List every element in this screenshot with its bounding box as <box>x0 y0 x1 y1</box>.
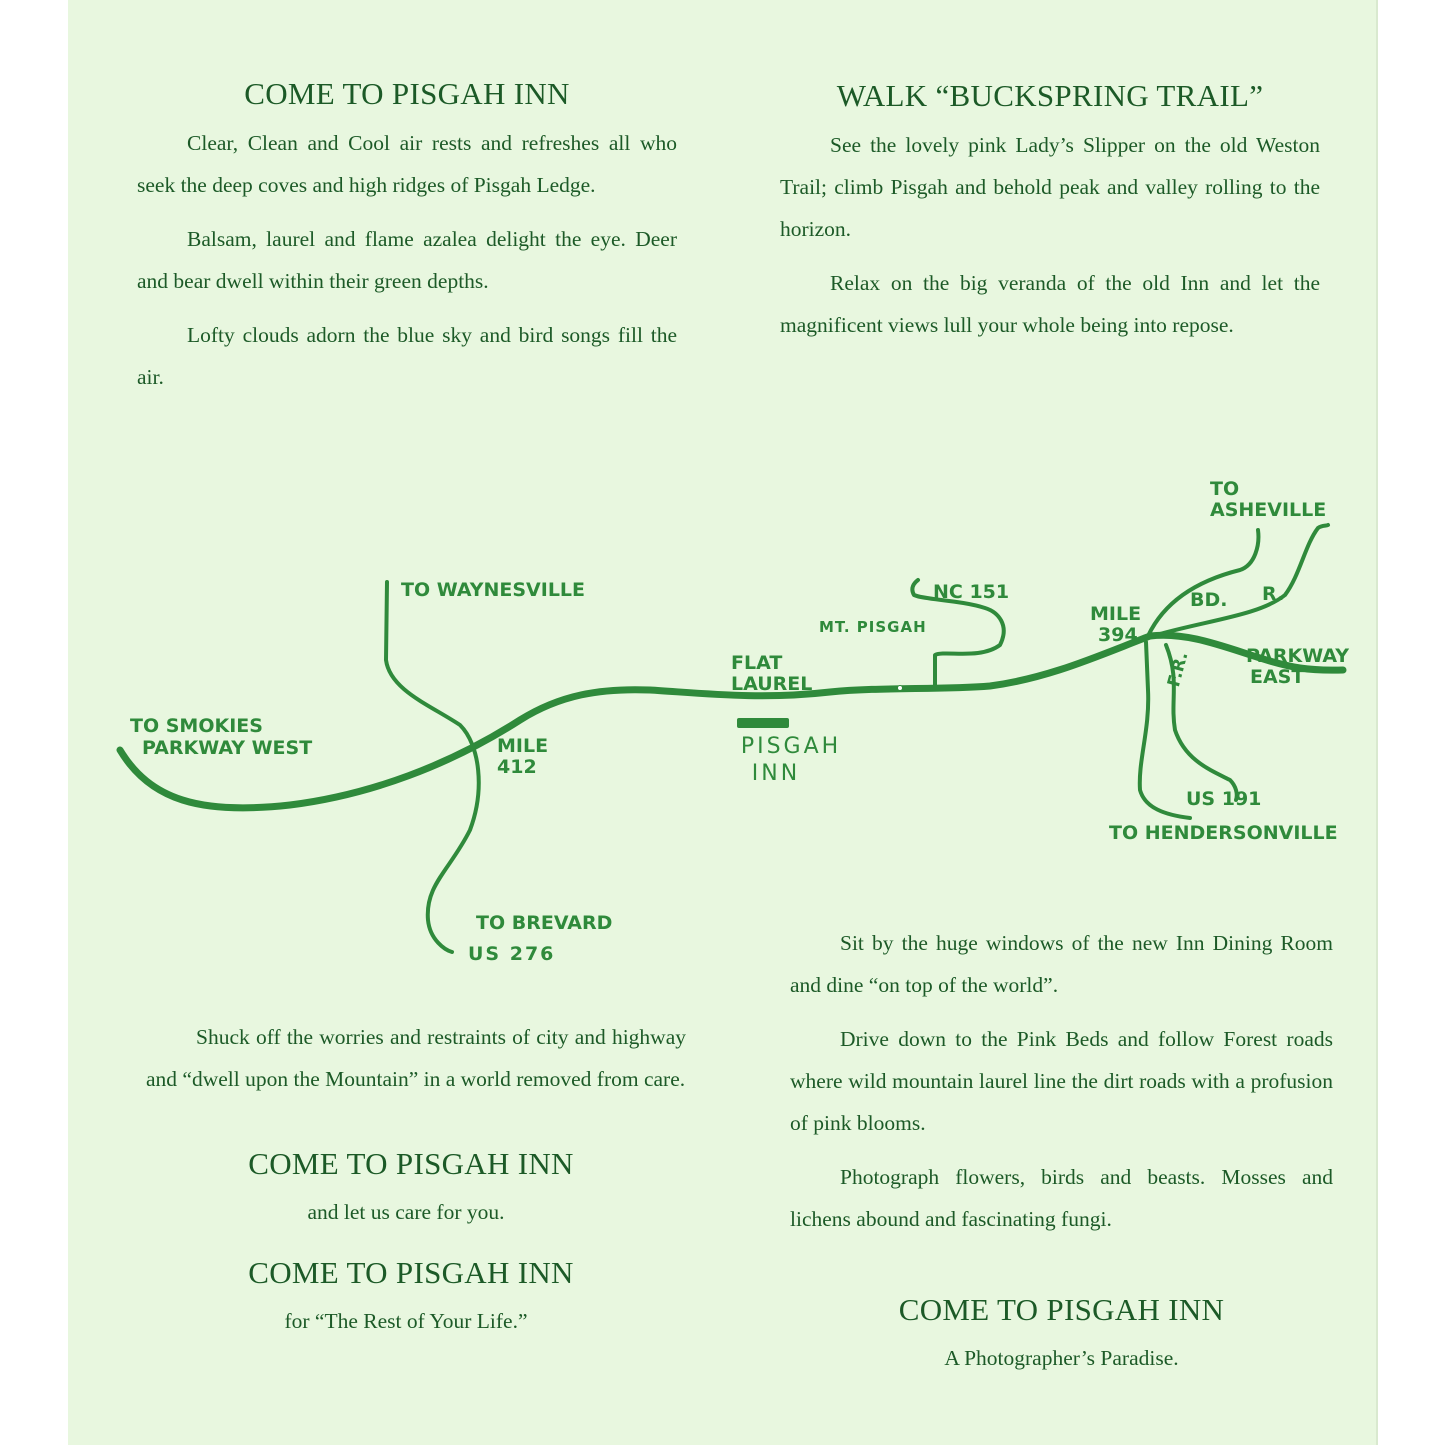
label-to-brevard: TO BREVARD <box>476 912 613 934</box>
label-mile-394-line2: 394 <box>1098 624 1138 646</box>
label-parkway-west: PARKWAY WEST <box>142 737 313 759</box>
label-forest-road: F.R. <box>1164 649 1193 690</box>
label-parkway: PARKWAY <box>1246 645 1349 667</box>
right-bottom-paragraph-1: Sit by the huge windows of the new Inn Dining Room and dine “on top of the world”. <box>790 931 1333 997</box>
label-to-hendersonville: TO HENDERSONVILLE <box>1109 822 1338 844</box>
left-top-paragraph-2: Balsam, laurel and flame azalea delight the eye. Deer and bear dwell within their green depths. <box>137 227 677 293</box>
left-bottom-line-1: and let us care for you. <box>307 1200 505 1224</box>
label-laurel: LAUREL <box>731 673 813 695</box>
label-east: EAST <box>1250 666 1305 688</box>
label-bd: BD. <box>1190 589 1228 611</box>
left-bottom-column <box>146 1016 686 1334</box>
label-to-asheville <box>1210 479 1326 521</box>
left-bottom-paragraph: Shuck off the worries and restraints of city and highway and “dwell upon the Mountain” in a world removed from care. <box>146 1025 686 1091</box>
left-top-paragraph-1: Clear, Clean and Cool air rests and refreshes all who seek the deep coves and high ridges of Pisgah Ledge. <box>137 131 677 197</box>
road-to-asheville-1 <box>1148 530 1258 636</box>
right-bottom-paragraph-3: Photograph flowers, birds and beasts. Mosses and lichens abound and fascinating fungi. <box>790 1165 1333 1231</box>
right-top-heading: WALK “BUCKSPRING TRAIL” <box>836 78 1264 113</box>
left-bottom-heading-2: COME TO PISGAH INN <box>248 1255 574 1290</box>
label-asheville: ASHEVILLE <box>1210 499 1327 521</box>
right-top-paragraph-2: Relax on the big veranda of the old Inn and let the magnificent views lull your whole being into repose. <box>780 271 1320 337</box>
right-bottom-line: A Photographer’s Paradise. <box>944 1346 1179 1370</box>
road-to-asheville-2 <box>1160 525 1328 634</box>
left-top-paragraph-3: Lofty clouds adorn the blue sky and bird songs fill the air. <box>137 323 677 389</box>
right-bottom-column <box>790 922 1333 1371</box>
label-mt-pisgah: MT. PISGAH <box>819 618 927 636</box>
label-us-191: US 191 <box>1186 788 1262 810</box>
label-mile-394-line1: MILE <box>1090 603 1142 625</box>
label-inn: INN <box>751 761 801 786</box>
left-bottom-heading-1: COME TO PISGAH INN <box>248 1146 574 1181</box>
label-mile-394 <box>1090 604 1141 646</box>
label-parkway-east <box>1246 646 1349 688</box>
label-pisgah-inn <box>731 733 851 787</box>
label-to-waynesville: TO WAYNESVILLE <box>401 579 586 601</box>
right-top-paragraph-1: See the lovely pink Lady’s Slipper on the old Weston Trail; climb Pisgah and behold peak and valley rolling to the horizon. <box>780 133 1320 241</box>
label-flat-laurel <box>731 653 812 695</box>
right-bottom-paragraph-2: Drive down to the Pink Beds and follow Forest roads where wild mountain laurel line the dirt roads with a profusion of pink blooms. <box>790 1027 1333 1135</box>
label-mile-412-line2: 412 <box>497 756 537 778</box>
label-flat: FLAT <box>731 652 783 674</box>
label-to-smokies: TO SMOKIES <box>130 715 263 737</box>
label-pisgah: PISGAH <box>740 734 842 759</box>
label-mile-412 <box>497 736 548 778</box>
left-top-heading: COME TO PISGAH INN <box>244 76 570 111</box>
label-to: TO <box>1210 478 1240 500</box>
label-r: R. <box>1262 583 1285 605</box>
right-bottom-heading: COME TO PISGAH INN <box>898 1292 1225 1327</box>
left-bottom-line-2: for “The Rest of Your Life.” <box>284 1309 528 1333</box>
label-mile-412-line1: MILE <box>497 735 549 757</box>
pisgah-inn-marker <box>737 718 789 728</box>
label-us-276: US 276 <box>468 943 556 965</box>
label-nc-151: NC 151 <box>933 581 1010 603</box>
mt-pisgah-point <box>898 686 903 691</box>
